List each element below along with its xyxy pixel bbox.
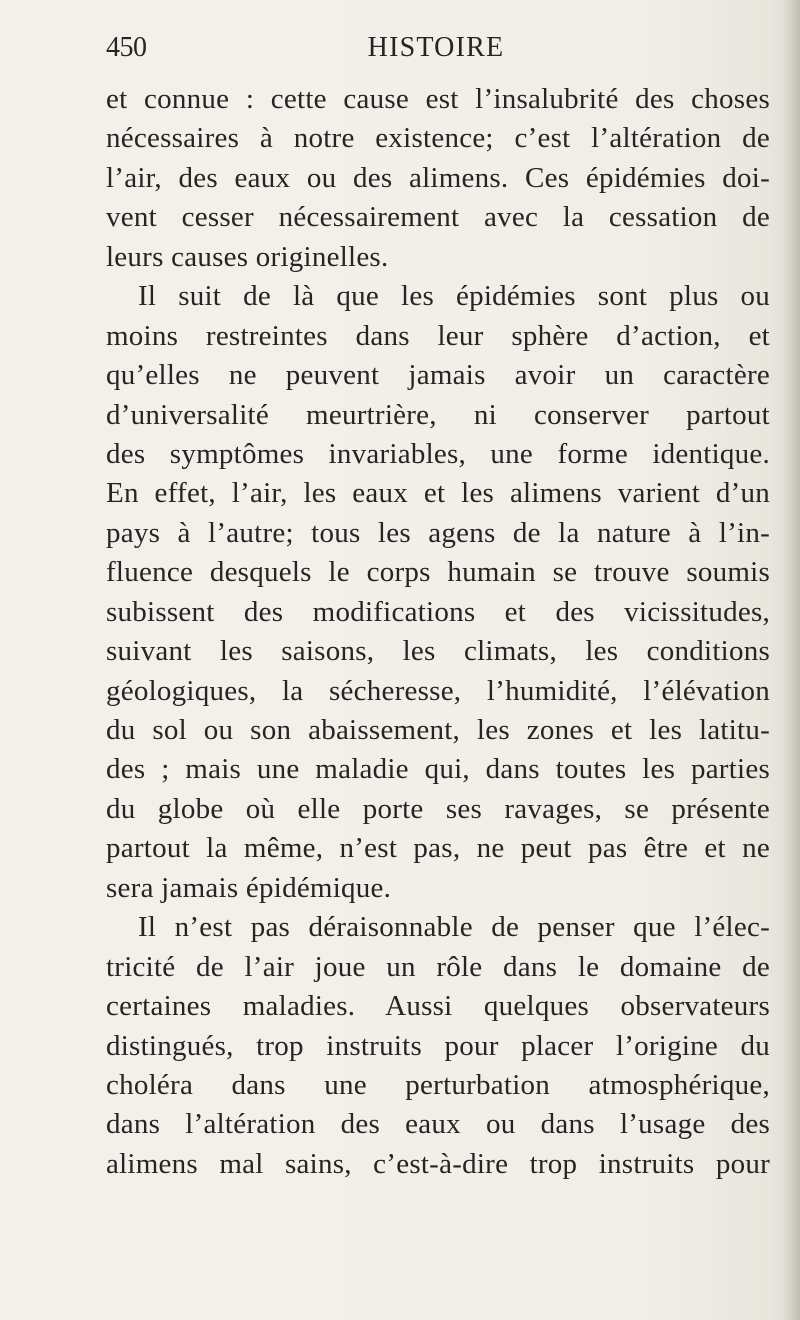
text-line: Il suit de là que les épidémies sont plus ou: [138, 280, 770, 313]
text-line: choléra dans une perturbation atmosphérique,: [106, 1068, 770, 1101]
text-line: leurs causes originelles.: [106, 240, 389, 273]
text-line: géologiques, la sécheresse, l’humidité, l’élévation: [106, 674, 770, 707]
text-line: pays à l’autre; tous les agens de la nature à l’in-: [106, 516, 770, 549]
page-number: 450: [106, 32, 147, 63]
text-line: Il n’est pas déraisonnable de penser que l’élec-: [138, 911, 770, 944]
text-line: qu’elles ne peuvent jamais avoir un caractère: [106, 359, 770, 392]
text-line: et connue : cette cause est l’insalubrité des choses: [106, 83, 770, 115]
text-line: tricité de l’air joue un rôle dans le domaine de: [106, 950, 770, 983]
text-line: des ; mais une maladie qui, dans toutes les parties: [106, 753, 770, 786]
text-line: du sol ou son abaissement, les zones et les latitu-: [106, 714, 770, 746]
text-line: suivant les saisons, les climats, les conditions: [106, 635, 770, 668]
page-header: [106, 28, 766, 68]
text-line: nécessaires à notre existence; c’est l’altération de: [106, 122, 770, 155]
text-line: du globe où elle porte ses ravages, se présente: [106, 792, 770, 825]
page-edge-shadow: [782, 0, 800, 1320]
text-line: alimens mal sains, c’est-à-dire trop instruits pour: [106, 1147, 770, 1180]
running-title: HISTOIRE: [367, 32, 505, 63]
text-line: vent cesser nécessairement avec la cessation de: [106, 201, 770, 234]
text-line: l’air, des eaux ou des alimens. Ces épidémies doi-: [106, 161, 770, 194]
text-line: subissent des modifications et des vicissitudes,: [106, 595, 770, 628]
text-line: moins restreintes dans leur sphère d’action, et: [106, 319, 770, 352]
text-line: distingués, trop instruits pour placer l’origine du: [106, 1029, 770, 1062]
text-line: d’universalité meurtrière, ni conserver partout: [106, 398, 770, 431]
text-line: certaines maladies. Aussi quelques observateurs: [106, 990, 770, 1023]
text-line: des symptômes invariables, une forme identique.: [106, 437, 770, 470]
body-text: [106, 80, 770, 1184]
text-line: partout la même, n’est pas, ne peut pas être et ne: [106, 832, 770, 865]
text-line: En effet, l’air, les eaux et les alimens varient d’un: [106, 477, 770, 510]
text-line: fluence desquels le corps humain se trouve soumis: [106, 556, 770, 589]
text-line: sera jamais épidémique.: [106, 871, 392, 904]
text-line: dans l’altération des eaux ou dans l’usage des: [106, 1108, 770, 1141]
